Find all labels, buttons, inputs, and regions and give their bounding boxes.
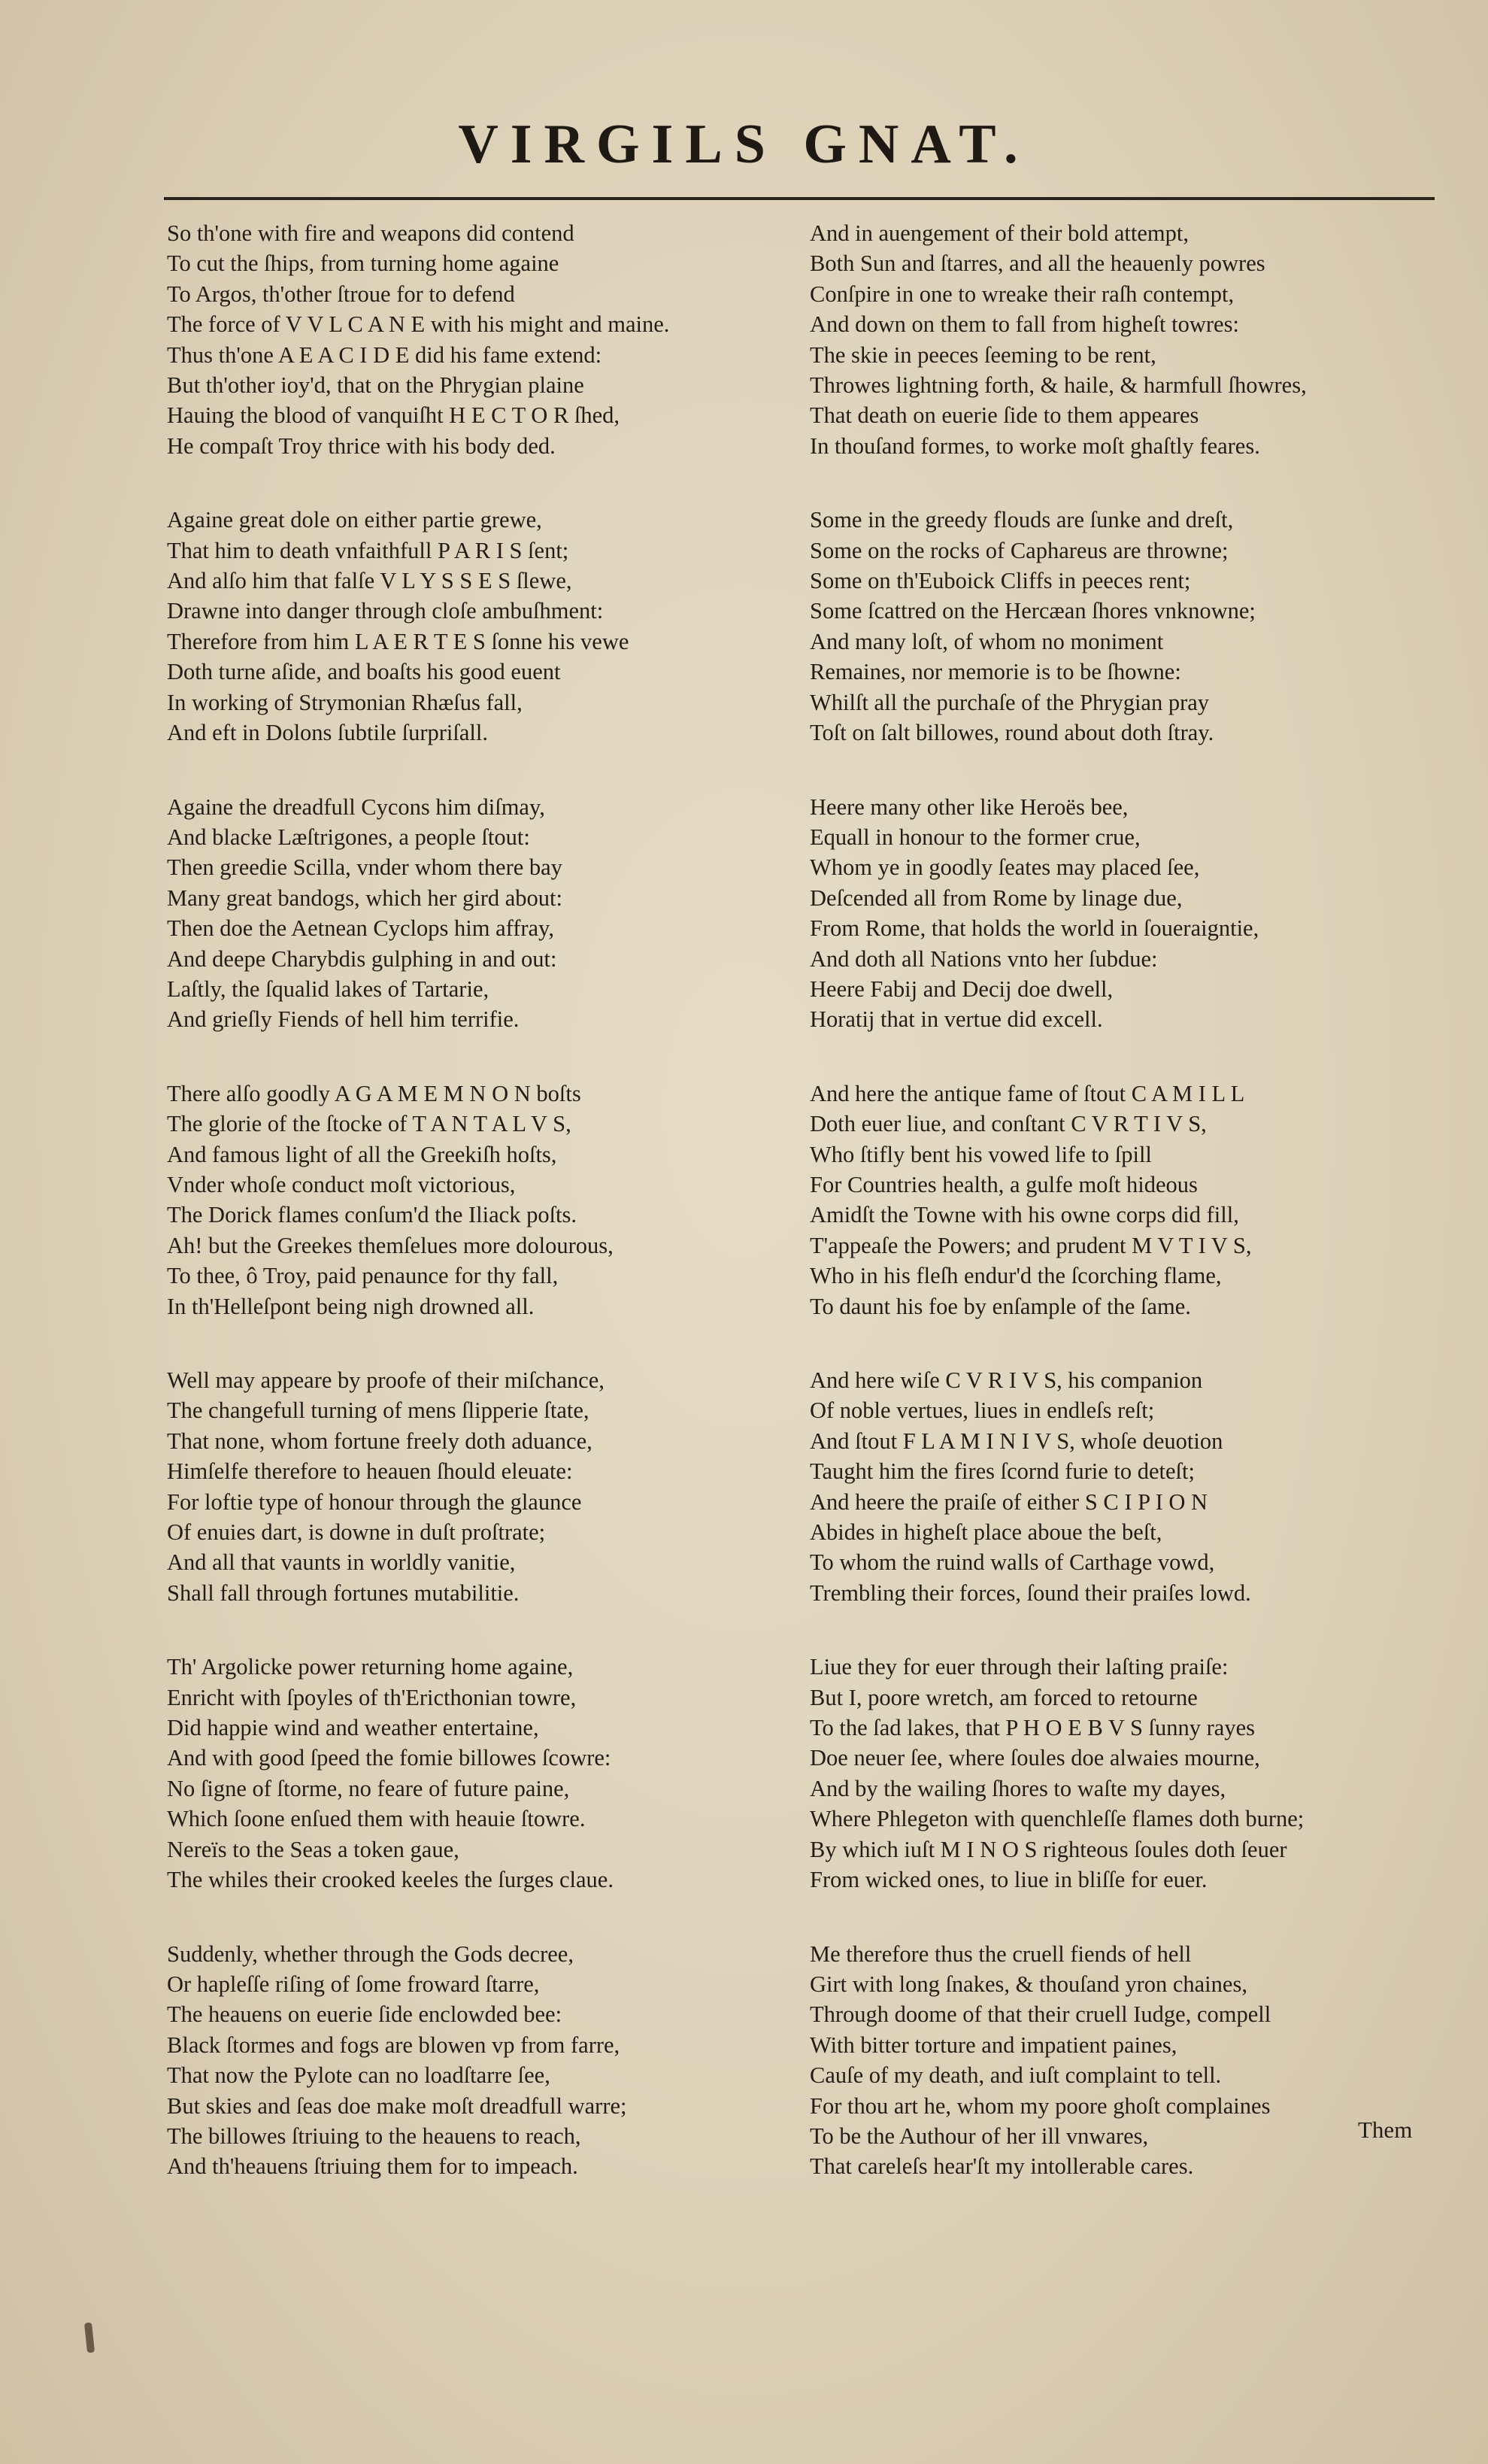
verse-line: Doth euer liue, and conſtant C V R T I V S, [810, 1111, 1207, 1137]
stanza [167, 1079, 783, 1322]
verse-line: Abides in higheſt place aboue the beſt, [810, 1519, 1162, 1546]
verse-line: Cauſe of my death, and iuſt complaint to tell. [810, 2062, 1222, 2089]
stanza [810, 1079, 1456, 1322]
verse-line: To be the Authour of her ill vnwares, [810, 2123, 1149, 2149]
verse-line: To thee, ô Troy, paid penaunce for thy fall, [167, 1263, 559, 1289]
verse-line: The billowes ſtriuing to the heauens to reach, [167, 2123, 581, 2149]
verse-line: Some ſcattred on the Hercæan ſhores vnknowne; [810, 598, 1256, 624]
verse-line: There alſo goodly A G A M E M N O N boſts [167, 1080, 581, 1106]
verse-line: He compaſt Troy thrice with his body ded. [167, 432, 556, 459]
verse-line: With bitter torture and impatient paines, [810, 2032, 1177, 2058]
stanza [810, 218, 1456, 461]
stanza [167, 1365, 783, 1608]
verse-line: Thus th'one A E A C I D E did his fame extend: [167, 341, 602, 368]
stanza [167, 218, 783, 461]
verse-line: Well may appeare by proofe of their miſchance, [167, 1367, 605, 1393]
verse-line: Heere many other like Heroës bee, [810, 794, 1129, 820]
verse-line: Then doe the Aetnean Cyclops him affray, [167, 915, 554, 942]
verse-line: The whiles their crooked keeles the ſurges claue. [167, 1867, 614, 1893]
verse-line: And in auengement of their bold attempt, [810, 220, 1189, 246]
stanza [810, 792, 1456, 1035]
verse-line: Taught him the fires ſcornd furie to deteſt; [810, 1458, 1195, 1485]
ink-blot [84, 2323, 95, 2353]
verse-line: To cut the ſhips, from turning home againe [167, 250, 559, 277]
verse-line: Conſpire in one to wreake their raſh contempt, [810, 281, 1235, 307]
verse-line: Horatij that in vertue did excell. [810, 1006, 1103, 1033]
verse-line: Of enuies dart, is downe in duſt proſtrate; [167, 1519, 546, 1546]
verse-line: Some on the rocks of Caphareus are throwne; [810, 537, 1229, 563]
verse-line: And heere the praiſe of either S C I P I O N [810, 1488, 1208, 1515]
verse-line: Then greedie Scilla, vnder whom there bay [167, 854, 562, 881]
verse-line: Doth turne aſide, and boaſts his good euent [167, 659, 561, 685]
verse-line: But th'other ioy'd, that on the Phrygian plaine [167, 372, 584, 399]
verse-line: Doe neuer ſee, where ſoules doe alwaies mourne, [810, 1745, 1260, 1771]
verse-line: Some in the greedy flouds are ſunke and dreſt, [810, 507, 1234, 533]
verse-line: Equall in honour to the former crue, [810, 824, 1141, 850]
verse-line: Or hapleſſe riſing of ſome froward ſtarre, [167, 1971, 540, 1997]
verse-line: Enricht with ſpoyles of th'Ericthonian towre, [167, 1684, 577, 1710]
verse-line: Whom ye in goodly ſeates may placed ſee, [810, 854, 1200, 881]
verse-line: And deepe Charybdis gulphing in and out: [167, 945, 557, 972]
catchword: Them [1358, 2117, 1413, 2143]
verse-line: To the ſad lakes, that P H O E B V S ſunny rayes [810, 1715, 1255, 1741]
verse-line: Many great bandogs, which her gird about: [167, 885, 562, 911]
verse-line: And th'heauens ſtriuing them for to impeach. [167, 2153, 578, 2180]
verse-line: Where Phlegeton with quenchleſſe flames doth burne; [810, 1806, 1305, 1832]
stanza [167, 505, 783, 748]
verse-line: And famous light of all the Greekiſh hoſts, [167, 1141, 557, 1167]
verse-line: For Countries health, a gulfe moſt hideous [810, 1171, 1198, 1197]
stanza [810, 1652, 1456, 1895]
verse-line: By which iuſt M I N O S righteous ſoules doth ſeuer [810, 1836, 1287, 1862]
verse-line: Me therefore thus the cruell fiends of hell [810, 1941, 1192, 1967]
verse-line: And down on them to fall from higheſt towres: [810, 311, 1239, 338]
verse-line: And by the wailing ſhores to waſte my dayes, [810, 1775, 1226, 1801]
verse-line: Of noble vertues, liues in endleſs reſt; [810, 1397, 1155, 1424]
verse-line: Black ſtormes and fogs are blowen vp from farre, [167, 2032, 620, 2058]
verse-line: Through doome of that their cruell Iudge, compell [810, 2001, 1271, 2028]
verse-line: Therefore from him L A E R T E S ſonne his vewe [167, 628, 629, 654]
verse-line: That now the Pylote can no loadſtarre ſee, [167, 2062, 550, 2089]
verse-line: In working of Strymonian Rhæſus fall, [167, 689, 523, 715]
running-title: VIRGILS GNAT. [458, 114, 1030, 175]
verse-line: And here the antique fame of ſtout C A M I L L [810, 1080, 1245, 1106]
verse-line: And with good ſpeed the fomie billowes ſcowre: [167, 1745, 611, 1771]
right-column [810, 218, 1456, 2226]
left-column [167, 218, 783, 2226]
verse-line: The skie in peeces ſeeming to be rent, [810, 341, 1156, 368]
verse-line: Vnder whoſe conduct moſt victorious, [167, 1171, 516, 1197]
verse-line: That death on euerie ſide to them appeares [810, 402, 1199, 429]
verse-line: No ſigne of ſtorme, no feare of future paine, [167, 1775, 570, 1801]
verse-line: Laſtly, the ſqualid lakes of Tartarie, [167, 976, 489, 1002]
verse-line: Girt with long ſnakes, & thouſand yron chaines, [810, 1971, 1247, 1997]
verse-line: That none, whom fortune freely doth aduance, [167, 1428, 592, 1454]
verse-line: The Dorick flames conſum'd the Iliack poſts. [167, 1202, 577, 1228]
stanza [810, 1365, 1456, 1608]
verse-line: Drawne into danger through cloſe ambuſhment: [167, 598, 604, 624]
stanza [167, 1939, 783, 2182]
verse-line: From wicked ones, to liue in bliſſe for euer. [810, 1867, 1208, 1893]
verse-line: Which ſoone enſued them with heauie ſtowre. [167, 1806, 586, 1832]
verse-line: Some on th'Euboick Cliffs in peeces rent; [810, 568, 1191, 594]
verse-line: Nereïs to the Seas a token gaue, [167, 1836, 459, 1862]
stanza [167, 792, 783, 1035]
verse-line: The heauens on euerie ſide enclowded bee: [167, 2001, 562, 2028]
verse-line: And many loſt, of whom no moniment [810, 628, 1164, 654]
verse-line: To whom the ruind walls of Carthage vowd, [810, 1549, 1215, 1576]
verse-line: And grieſly Fiends of hell him terrifie. [167, 1006, 520, 1033]
verse-line: Toſt on ſalt billowes, round about doth ſtray. [810, 720, 1214, 746]
verse-line: In thouſand formes, to worke moſt ghaſtly feares. [810, 432, 1260, 459]
verse-line: Againe the dreadfull Cycons him diſmay, [167, 794, 545, 820]
verse-line: Againe great dole on either partie grewe, [167, 507, 542, 533]
verse-line: Who ſtifly bent his vowed life to ſpill [810, 1141, 1152, 1167]
verse-line: So th'one with fire and weapons did contend [167, 220, 574, 246]
verse-line: And here wiſe C V R I V S, his companion [810, 1367, 1203, 1393]
verse-line: Th' Argolicke power returning home againe, [167, 1654, 574, 1680]
verse-line: For loftie type of honour through the glaunce [167, 1488, 582, 1515]
stanza [167, 1652, 783, 1895]
verse-line: Liue they for euer through their laſting praiſe: [810, 1654, 1229, 1680]
verse-line: And alſo him that falſe V L Y S S E S ſlewe, [167, 568, 572, 594]
verse-line: But I, poore wretch, am forced to retourne [810, 1684, 1198, 1710]
verse-line: Who in his fleſh endur'd the ſcorching flame, [810, 1263, 1222, 1289]
verse-line: For thou art he, whom my poore ghoſt complaines [810, 2092, 1271, 2119]
verse-line: Trembling their forces, ſound their praiſes lowd. [810, 1579, 1251, 1606]
verse-line: The changefull turning of mens ſlipperie ſtate, [167, 1397, 589, 1424]
verse-line: The force of V V L C A N E with his might and maine. [167, 311, 670, 338]
verse-line: And blacke Læſtrigones, a people ſtout: [167, 824, 530, 850]
verse-line: Did happie wind and weather entertaine, [167, 1715, 539, 1741]
header-rule [164, 197, 1435, 200]
verse-line: Both Sun and ſtarres, and all the heauenly powres [810, 250, 1265, 277]
verse-line: To Argos, th'other ſtroue for to defend [167, 281, 515, 307]
verse-line: That careleſs hear'ſt my intollerable cares. [810, 2153, 1194, 2180]
verse-line: To daunt his foe by enſample of the ſame. [810, 1293, 1191, 1319]
verse-line: And eft in Dolons ſubtile ſurpriſall. [167, 720, 488, 746]
verse-line: Whilſt all the purchaſe of the Phrygian pray [810, 689, 1210, 715]
verse-line: Heere Fabij and Decij doe dwell, [810, 976, 1114, 1002]
verse-line: And all that vaunts in worldly vanitie, [167, 1549, 516, 1576]
verse-line: Ah! but the Greekes themſelues more dolourous, [167, 1232, 614, 1258]
stanza [810, 1939, 1456, 2182]
verse-line: Deſcended all from Rome by linage due, [810, 885, 1183, 911]
verse-line: In th'Helleſpont being nigh drowned all. [167, 1293, 535, 1319]
verse-line: Shall fall through fortunes mutabilitie. [167, 1579, 520, 1606]
verse-line: Hauing the blood of vanquiſht H E C T O R ſhed, [167, 402, 620, 429]
verse-line: From Rome, that holds the world in ſoueraigntie, [810, 915, 1259, 942]
verse-line: And ſtout F L A M I N I V S, whoſe deuotion [810, 1428, 1223, 1454]
verse-line: Amidſt the Towne with his owne corps did fill, [810, 1202, 1239, 1228]
stanza [810, 505, 1456, 748]
verse-line: That him to death vnfaithfull P A R I S ſent; [167, 537, 569, 563]
verse-line: Throwes lightning forth, & haile, & harmfull ſhowres, [810, 372, 1307, 399]
verse-line: Suddenly, whether through the Gods decree, [167, 1941, 574, 1967]
verse-line: Himſelfe therefore to heauen ſhould eleuate: [167, 1458, 573, 1485]
verse-line: T'appeaſe the Powers; and prudent M V T I V S, [810, 1232, 1252, 1258]
verse-line: Remaines, nor memorie is to be ſhowne: [810, 659, 1181, 685]
verse-line: The glorie of the ſtocke of T A N T A L V S, [167, 1111, 571, 1137]
verse-line: But skies and ſeas doe make moſt dreadfull warre; [167, 2092, 627, 2119]
verse-line: And doth all Nations vnto her ſubdue: [810, 945, 1158, 972]
